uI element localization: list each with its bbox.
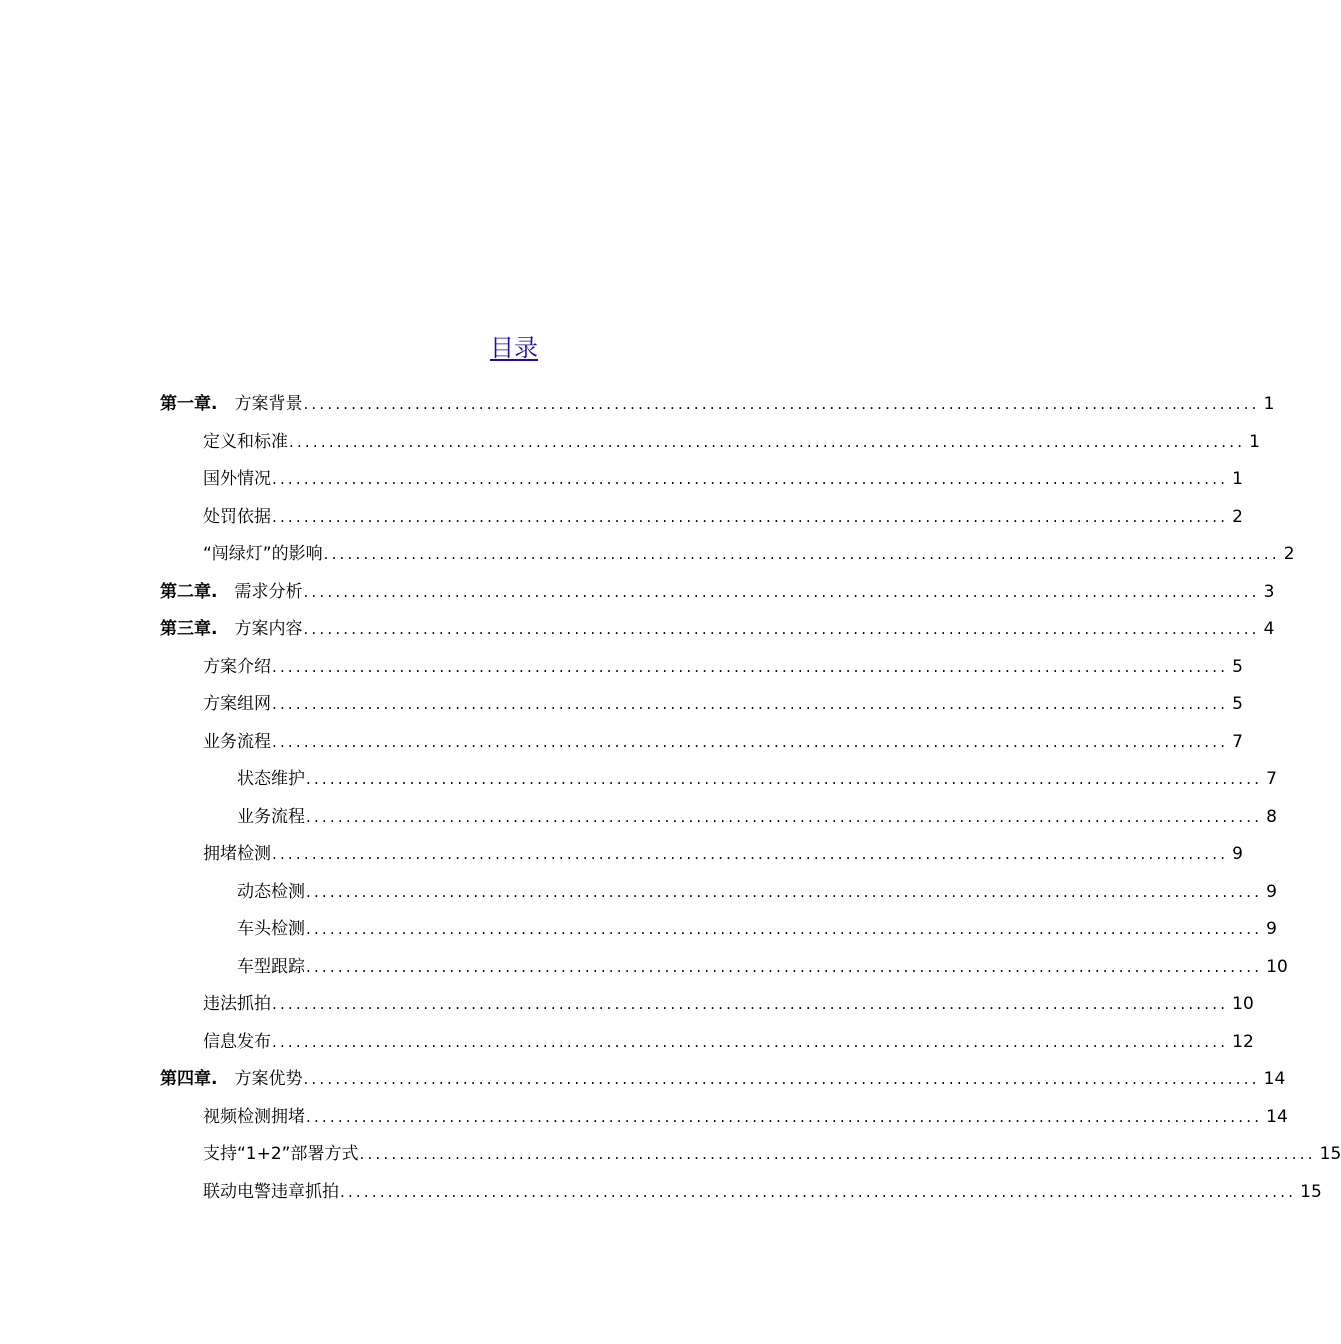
toc-entry[interactable] [160, 574, 1275, 610]
toc-entry[interactable] [203, 1174, 1322, 1210]
entry-label: 方案内容 [234, 619, 303, 639]
toc-entry[interactable] [203, 1099, 1288, 1135]
toc-entry[interactable] [203, 1136, 1341, 1172]
page-number: 5 [1232, 694, 1243, 714]
dot-leader: ........................................................................................................................ [306, 957, 1263, 976]
page-number: 8 [1266, 806, 1277, 827]
entry-label: 方案组网 [203, 694, 271, 714]
page-number: 1 [1249, 431, 1260, 452]
dot-leader: ........................................................................................................................ [272, 695, 1229, 713]
dot-leader: ........................................................................................................................ [289, 432, 1246, 451]
dot-leader: ........................................................................................................................ [306, 770, 1263, 788]
entry-label: “闯绿灯”的影响 [203, 544, 323, 564]
entry-label: 方案介绍 [203, 656, 271, 677]
entry-label: 拥堵检测 [203, 844, 271, 864]
entry-label: 车头检测 [237, 919, 305, 939]
page-number: 9 [1232, 844, 1243, 864]
entry-label: 方案优势 [234, 1069, 303, 1089]
dot-leader: ........................................................................................................................ [272, 732, 1229, 751]
page-number: 5 [1232, 656, 1243, 677]
entry-label: 视频检测拥堵 [203, 1106, 305, 1127]
entry-label: 定义和标准 [203, 431, 288, 452]
entry-label: 支持“1+2”部署方式 [203, 1144, 359, 1164]
dot-leader: ........................................................................................................................ [272, 657, 1229, 676]
entry-label: 国外情况 [203, 469, 271, 489]
entry-label: 需求分析 [234, 581, 303, 602]
toc-entry[interactable] [160, 611, 1275, 647]
toc-entry[interactable] [237, 761, 1277, 797]
page-number: 3 [1263, 581, 1275, 602]
entry-label: 车型跟踪 [237, 956, 305, 977]
toc-entry[interactable] [203, 836, 1243, 872]
entry-label: 状态维护 [237, 769, 305, 789]
page-number: 2 [1232, 506, 1243, 527]
toc-entry[interactable] [203, 424, 1260, 460]
toc-entry[interactable] [203, 461, 1243, 497]
page-number: 10 [1232, 994, 1254, 1014]
page-number: 7 [1266, 769, 1277, 789]
toc-title[interactable]: 目录 [490, 334, 538, 362]
dot-leader: ........................................................................................................................ [306, 1107, 1263, 1126]
page-number: 12 [1232, 1031, 1254, 1052]
toc-entry[interactable] [160, 386, 1275, 422]
page-number: 9 [1266, 919, 1277, 939]
toc-entry[interactable] [237, 874, 1277, 910]
dot-leader: ........................................................................................................................ [359, 1145, 1316, 1163]
toc-entry[interactable] [203, 1024, 1254, 1060]
toc-entry[interactable] [203, 499, 1243, 535]
toc-entry[interactable] [237, 911, 1277, 947]
page-number: 14 [1263, 1069, 1286, 1089]
chapter-number: 第三章. [160, 619, 218, 639]
dot-leader: ........................................................................................................................ [272, 845, 1229, 863]
toc-entry[interactable] [237, 799, 1277, 835]
page-number: 4 [1263, 619, 1275, 639]
entry-label: 动态检测 [237, 881, 305, 902]
entry-label: 业务流程 [203, 731, 271, 752]
toc-entry[interactable] [203, 649, 1243, 685]
page-number: 9 [1266, 881, 1277, 902]
dot-leader: ........................................................................................................................ [272, 1032, 1229, 1051]
dot-leader: ........................................................................................................................ [306, 807, 1263, 826]
entry-label: 联动电警违章抓拍 [203, 1181, 339, 1202]
dot-leader: ........................................................................................................................ [303, 582, 1260, 601]
page-number: 15 [1319, 1144, 1341, 1164]
page-number: 1 [1263, 394, 1275, 414]
entry-label: 处罚依据 [203, 506, 271, 527]
dot-leader: ........................................................................................................................ [306, 882, 1263, 901]
toc-entry[interactable] [203, 686, 1243, 722]
page-number: 7 [1232, 731, 1243, 752]
toc-entry[interactable] [203, 724, 1243, 760]
entry-label: 方案背景 [234, 394, 303, 414]
page-number: 15 [1300, 1181, 1322, 1202]
toc-entry[interactable] [160, 1061, 1286, 1097]
entry-label: 违法抓拍 [203, 994, 271, 1014]
chapter-number: 第二章. [160, 581, 218, 602]
page-number: 14 [1266, 1106, 1288, 1127]
dot-leader: ........................................................................................................................ [272, 470, 1229, 488]
dot-leader: ........................................................................................................................ [303, 395, 1260, 413]
dot-leader: ........................................................................................................................ [306, 920, 1263, 938]
chapter-number: 第一章. [160, 394, 218, 414]
page-number: 2 [1283, 544, 1295, 564]
chapter-number: 第四章. [160, 1069, 218, 1089]
page-number: 1 [1232, 469, 1243, 489]
entry-label: 业务流程 [237, 806, 305, 827]
page-number: 10 [1266, 956, 1288, 977]
dot-leader: ........................................................................................................................ [303, 620, 1260, 638]
entry-label: 信息发布 [203, 1031, 271, 1052]
dot-leader: ........................................................................................................................ [340, 1182, 1297, 1201]
toc-entry[interactable] [237, 949, 1288, 985]
toc-entry[interactable] [203, 986, 1254, 1022]
toc-entry[interactable] [203, 536, 1295, 572]
dot-leader: ........................................................................................................................ [323, 545, 1280, 563]
dot-leader: ........................................................................................................................ [272, 507, 1229, 526]
dot-leader: ........................................................................................................................ [303, 1070, 1260, 1088]
dot-leader: ........................................................................................................................ [272, 995, 1229, 1013]
